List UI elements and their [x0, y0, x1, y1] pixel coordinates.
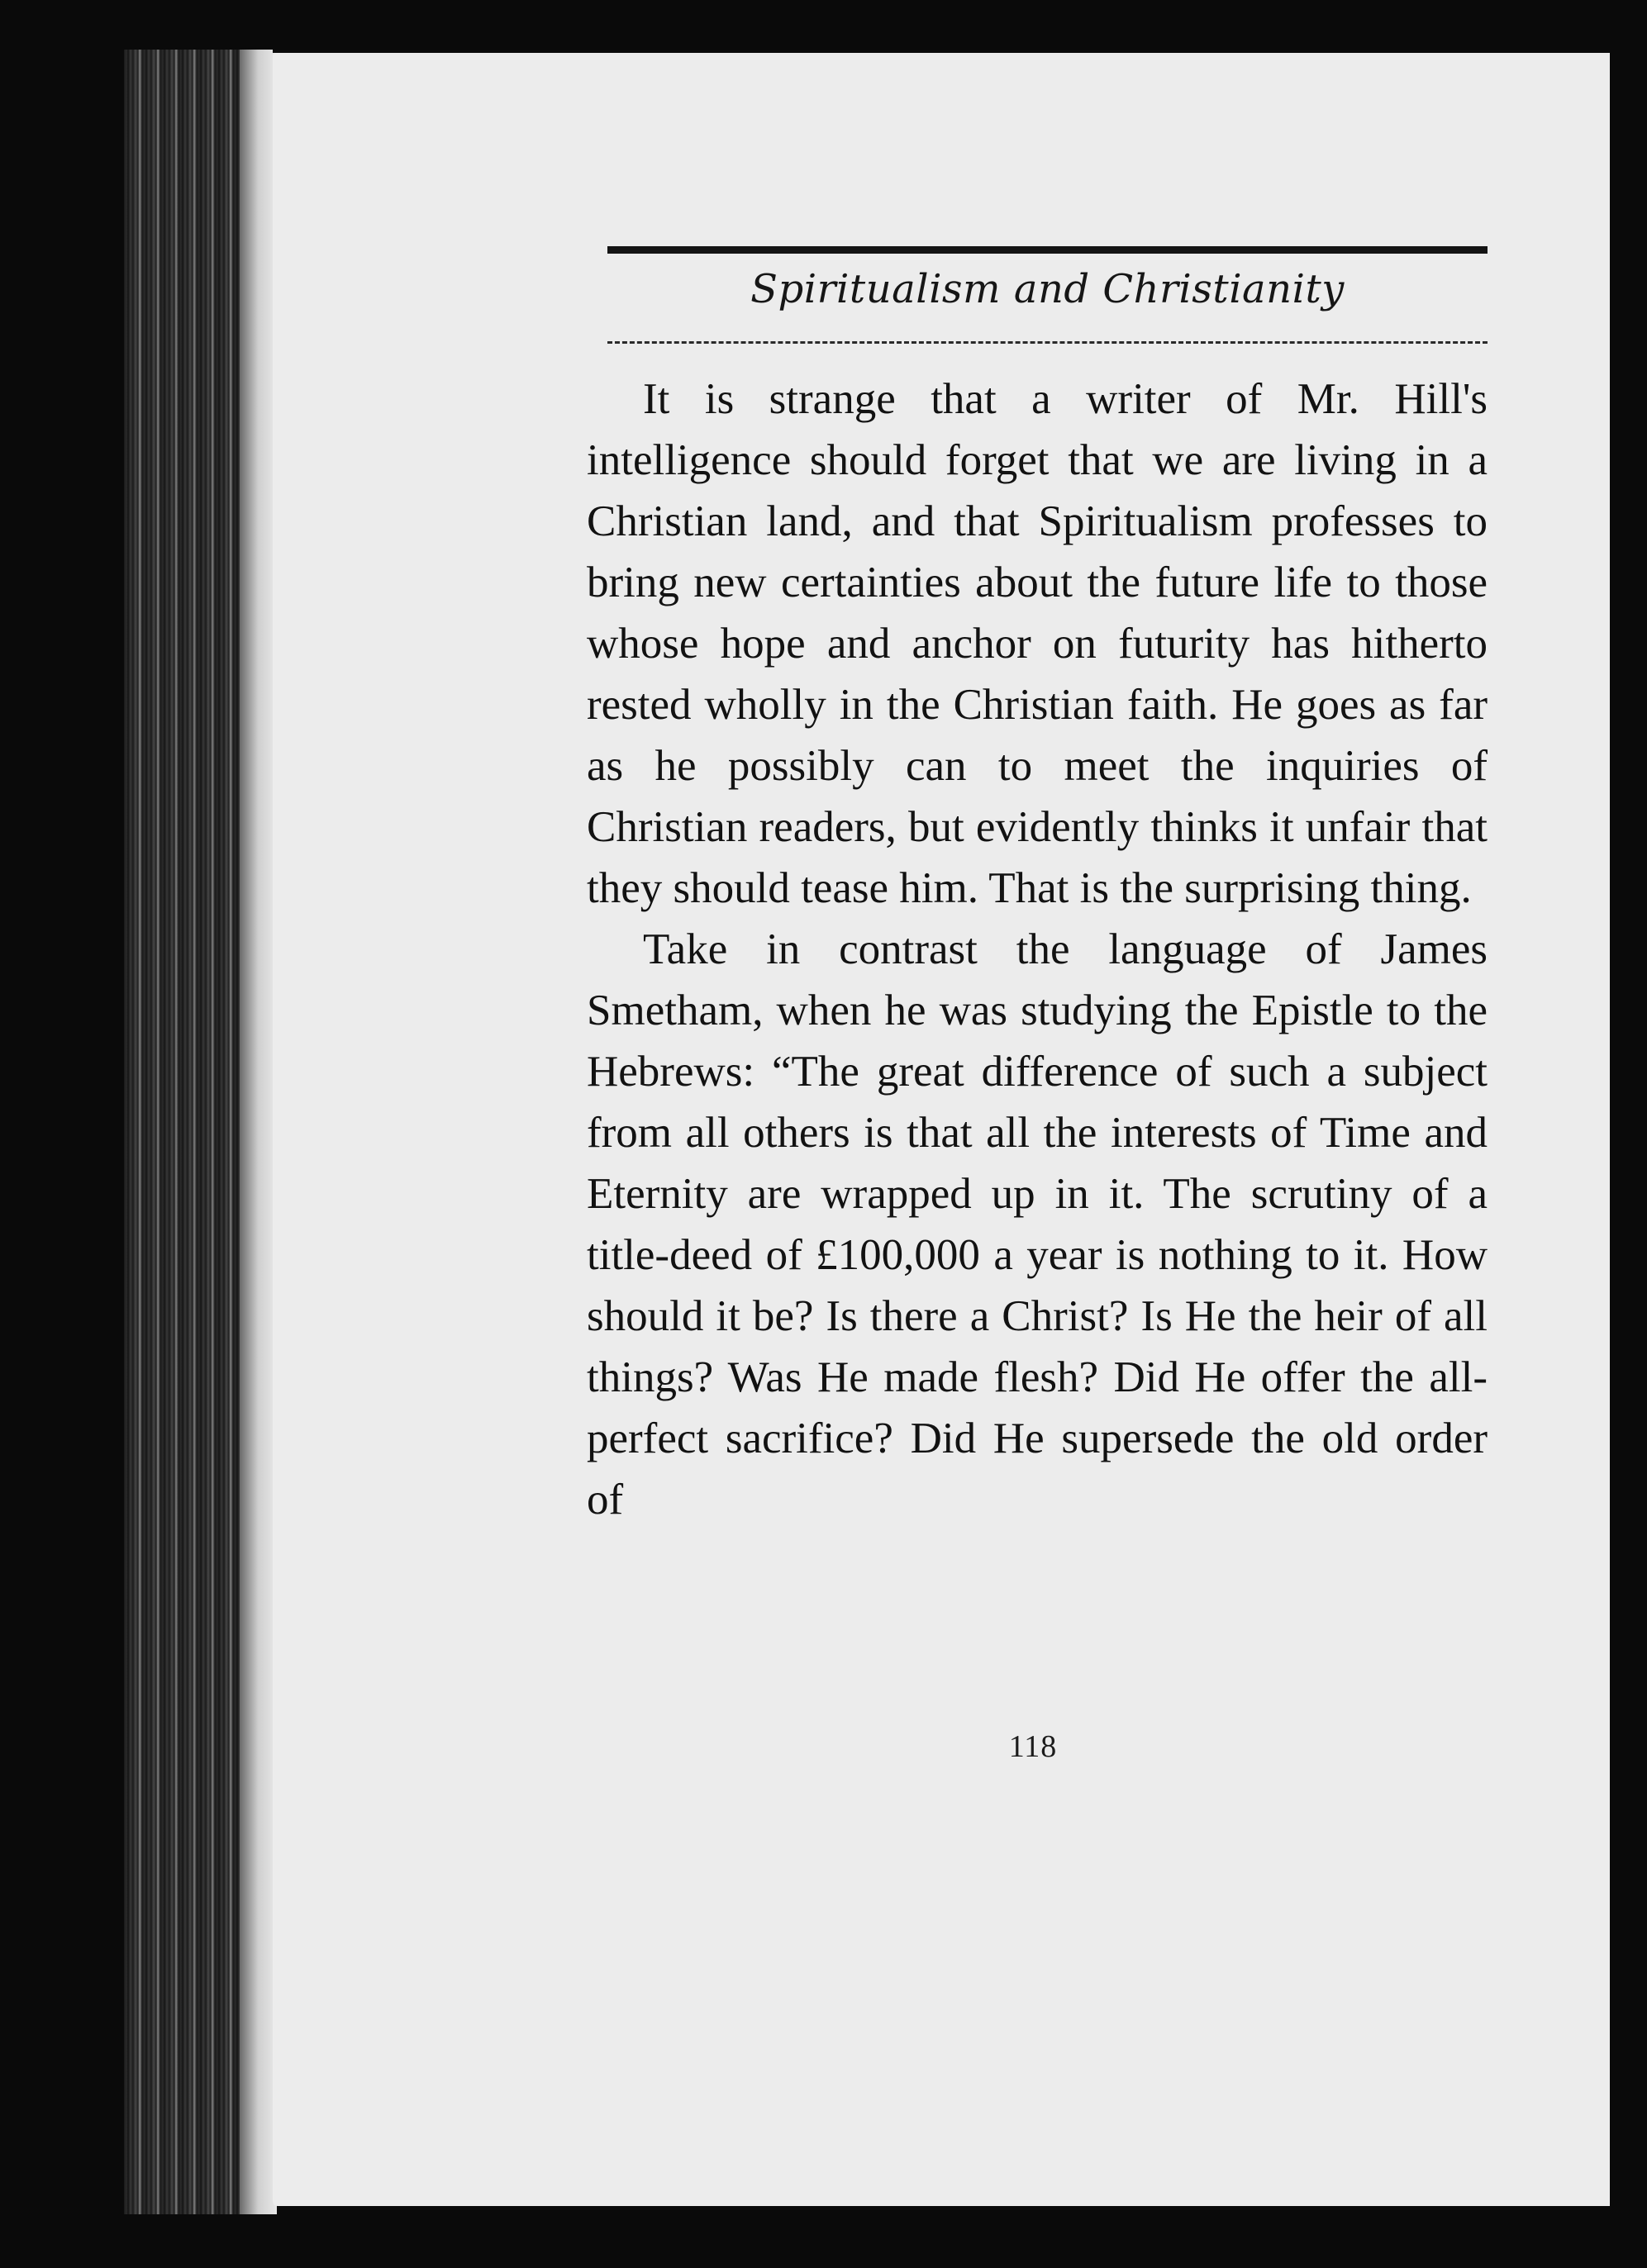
running-head: Spiritualism and Christianity	[750, 266, 1345, 312]
top-shadow	[273, 0, 1647, 53]
header-rule-bottom	[607, 341, 1488, 344]
body-text	[587, 368, 1488, 1530]
paragraph-2: Take in contrast the language of James Smetham, when he was studying the Epistle to the Hebrews: “The great difference of such a subject from all others is that all the interests of Time and Eternity are wrapped up in it. The scrutiny of a title-deed of £100,000 a year is nothing to it. How should it be? Is there a Christ? Is He the heir of all things? Was He made flesh? Did He offer the all-perfect sacrifice? Did He supersede the old order of	[587, 925, 1488, 1524]
page-edge-highlight	[240, 50, 277, 2214]
header-rule-top	[607, 246, 1488, 254]
page-number: 118	[1008, 1729, 1058, 1764]
paragraph-1: It is strange that a writer of Mr. Hill's intelligence should forget that we are living in a Christian land, and that Spiritualism professes to bring new certainties about the future life to those whose hope and anchor on futurity has hitherto rested wholly in the Christian faith. He goes as far as he possibly can to meet the inquiries of Christian readers, but evidently thinks it unfair that they should tease him. That is the surprising thing.	[587, 375, 1488, 912]
